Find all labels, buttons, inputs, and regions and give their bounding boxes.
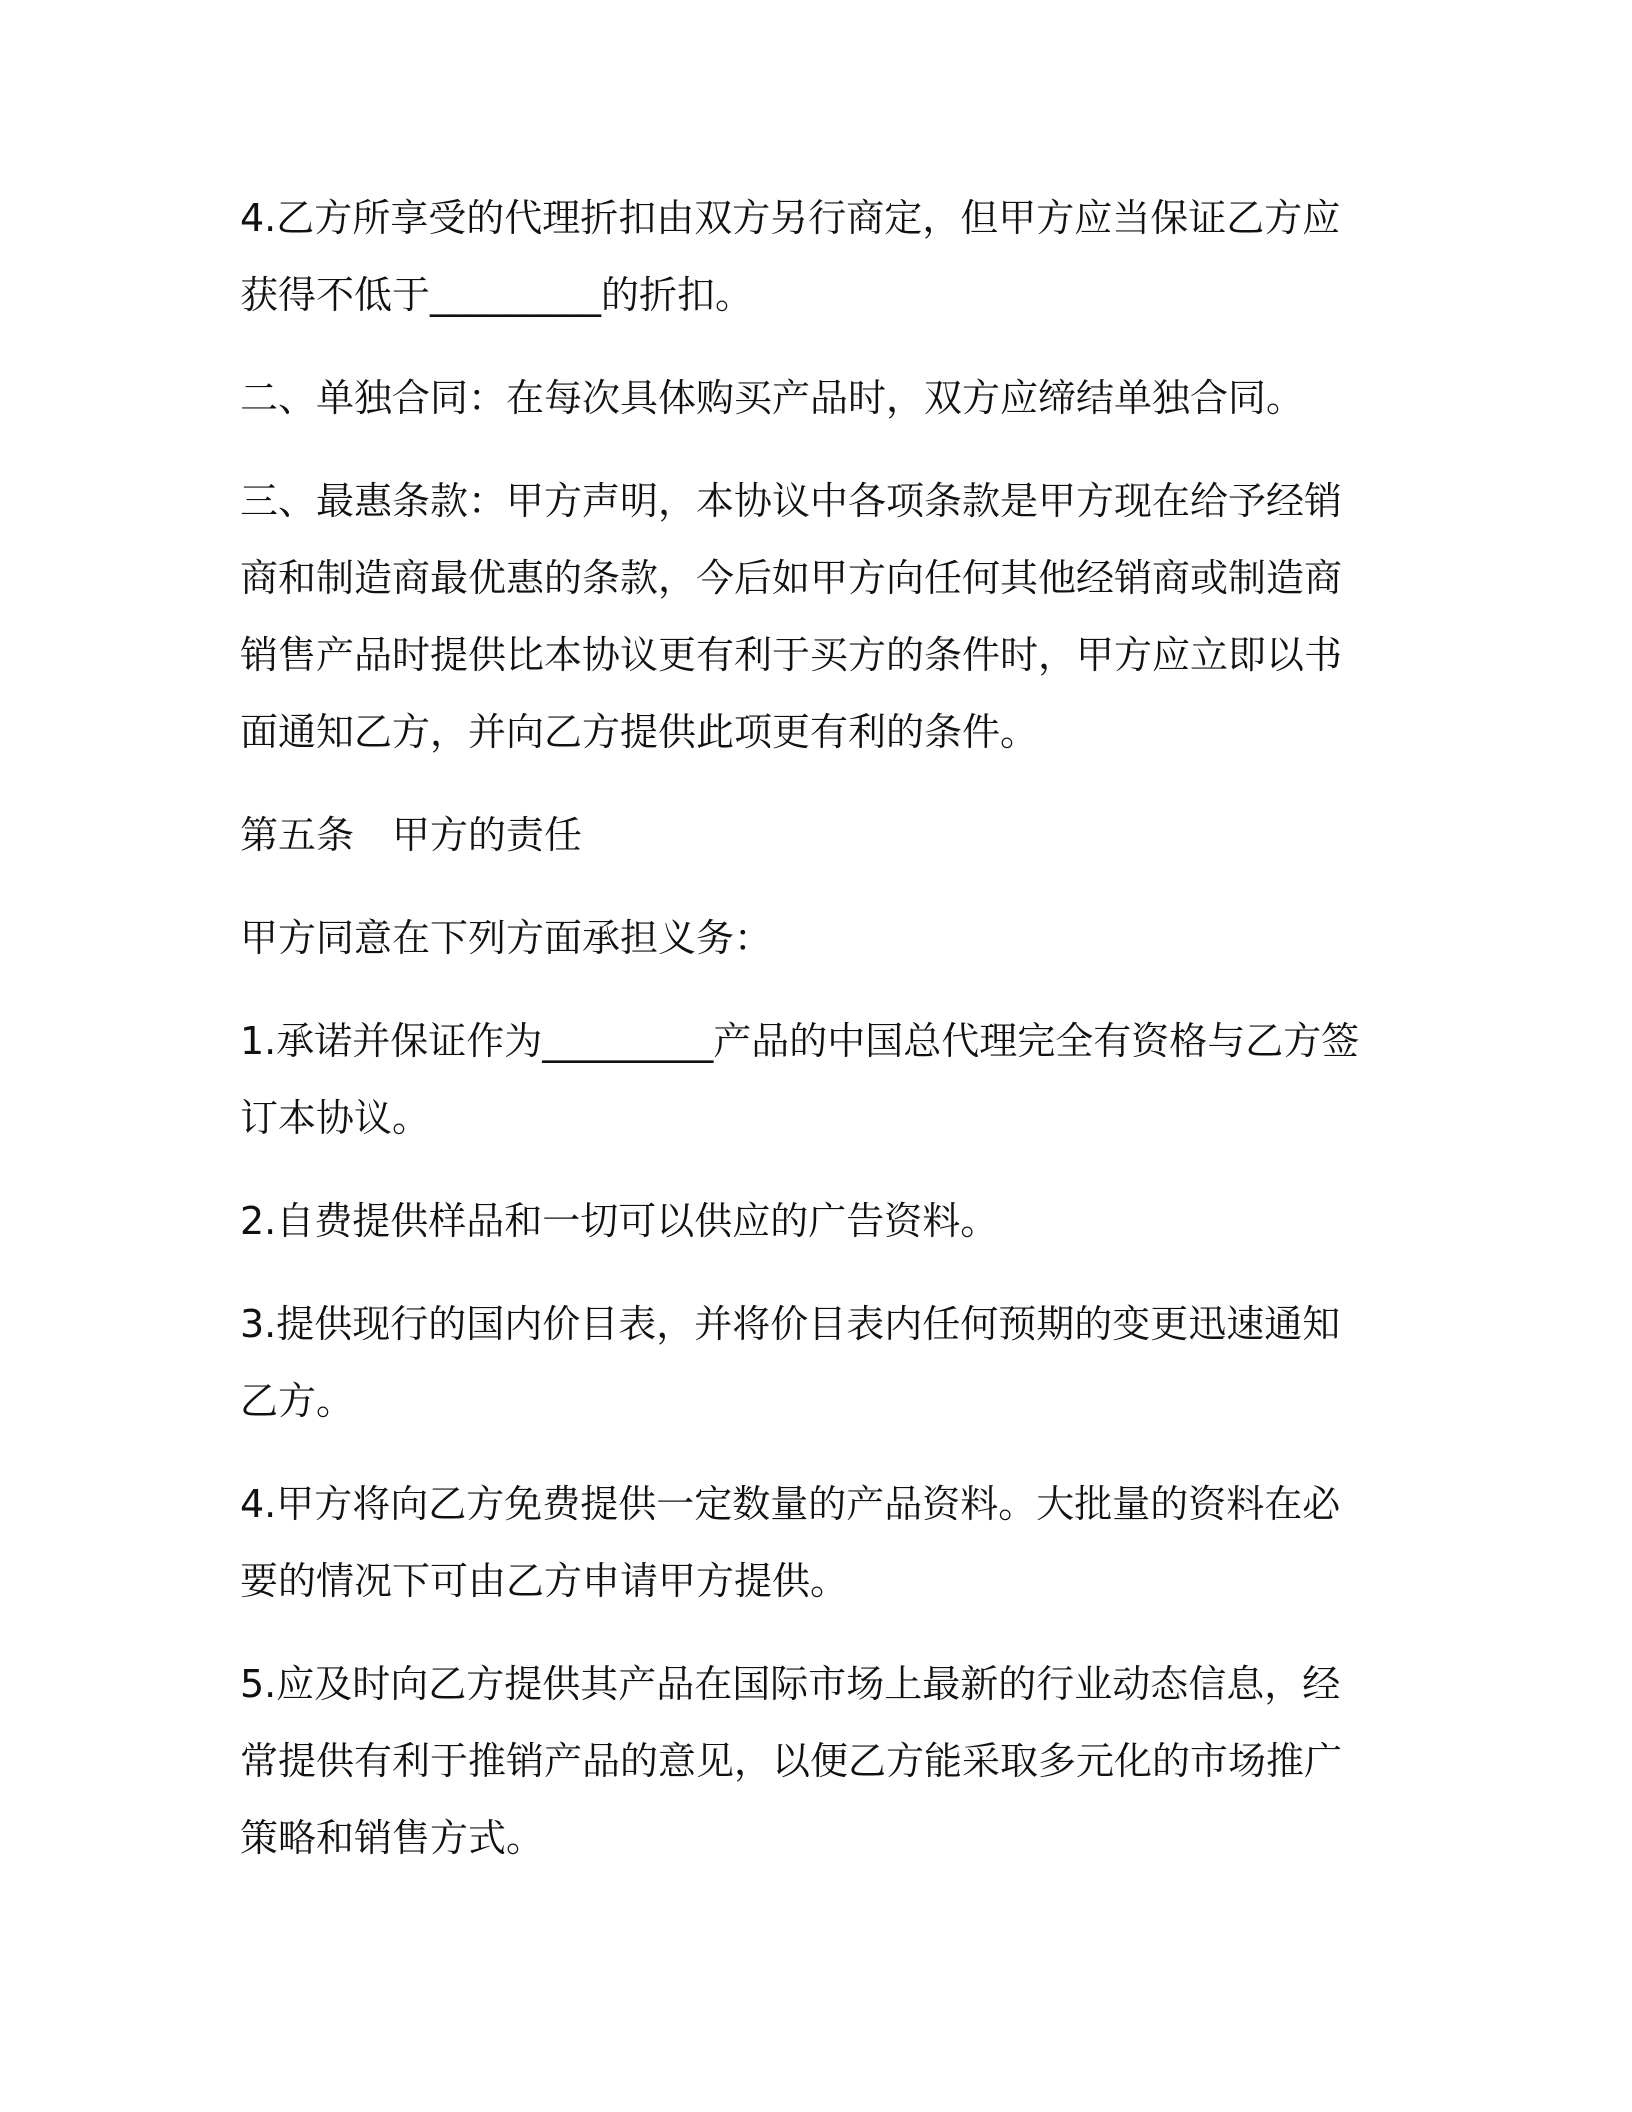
duty-2: 2.自费提供样品和一切可以供应的广告资料。 bbox=[240, 1199, 999, 1243]
section-3-most-favored-terms: 三、最惠条款：甲方声明，本协议中各项条款是甲方现在给予经销商和制造商最优惠的条款，今后如甲方向任何其他经销商或制造商销售产品时提供比本协议更有利于买方的条件时，甲方应立即以书面通知乙方，并向乙方提供此项更有利的条件。 bbox=[240, 479, 1343, 754]
section-2-separate-contract: 二、单独合同：在每次具体购买产品时，双方应缔结单独合同。 bbox=[240, 376, 1305, 420]
clause-4-discount: 4.乙方所享受的代理折扣由双方另行商定，但甲方应当保证乙方应获得不低于_________的折扣。 bbox=[240, 196, 1341, 317]
duty-3: 3.提供现行的国内价目表，并将价目表内任何预期的变更迅速通知乙方。 bbox=[240, 1302, 1341, 1423]
duty-4: 4.甲方将向乙方免费提供一定数量的产品资料。大批量的资料在必要的情况下可由乙方申请甲方提供。 bbox=[240, 1482, 1341, 1603]
article-5-heading: 第五条 甲方的责任 bbox=[240, 813, 583, 857]
article-5-intro: 甲方同意在下列方面承担义务： bbox=[240, 916, 773, 960]
document-body bbox=[240, 180, 1370, 1903]
duty-1: 1.承诺并保证作为_________产品的中国总代理完全有资格与乙方签订本协议。 bbox=[240, 1019, 1360, 1140]
duty-5: 5.应及时向乙方提供其产品在国际市场上最新的行业动态信息，经常提供有利于推销产品的意见，以便乙方能采取多元化的市场推广策略和销售方式。 bbox=[240, 1662, 1343, 1860]
